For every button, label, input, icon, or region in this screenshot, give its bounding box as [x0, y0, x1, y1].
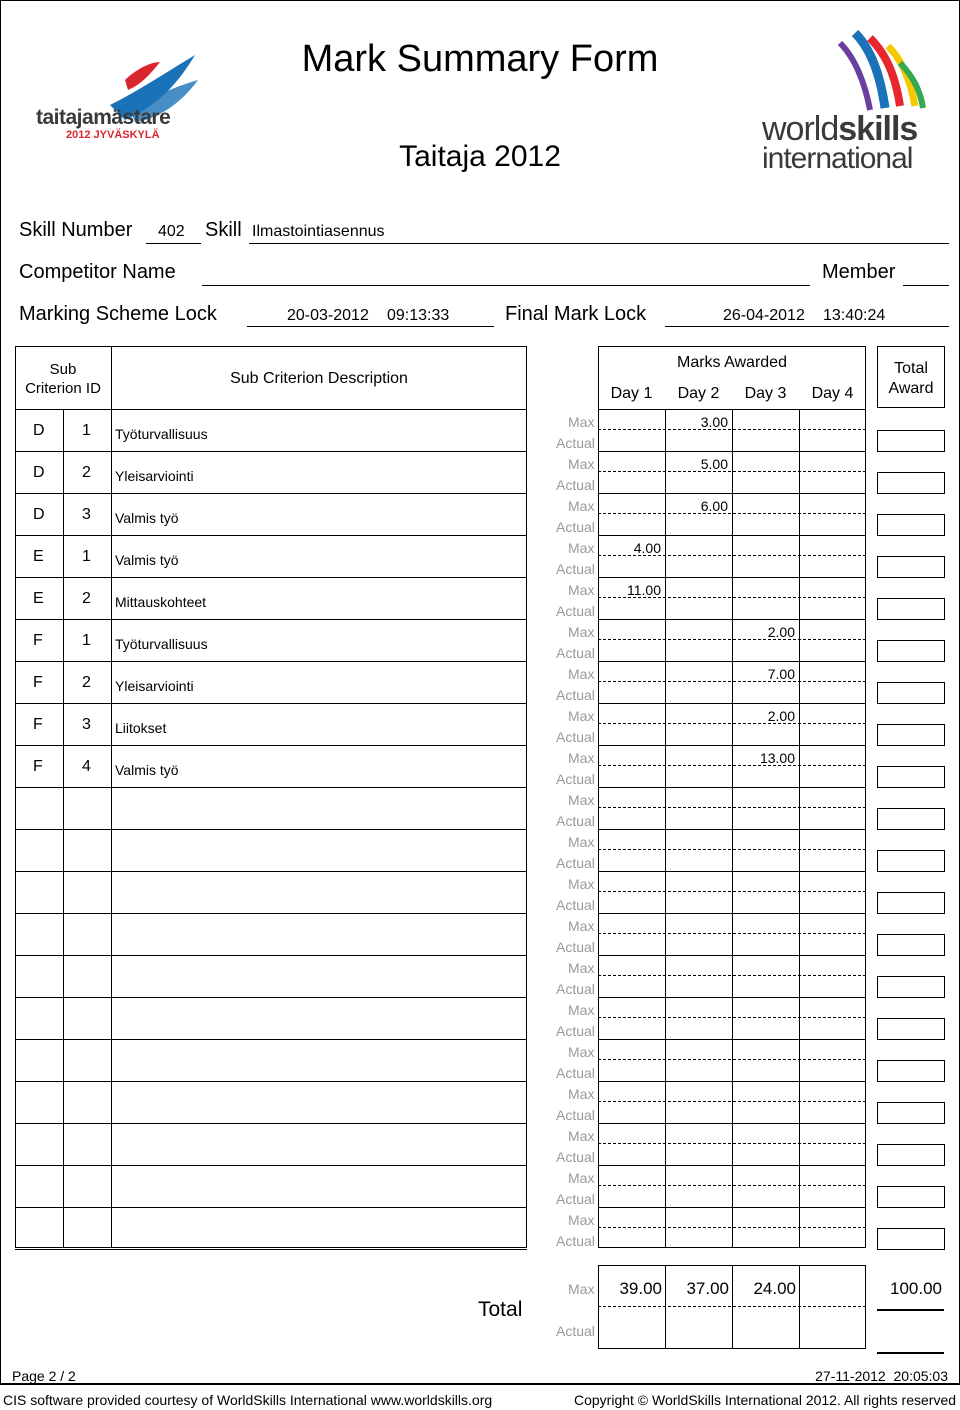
max-mark-value: 2.00 [767, 624, 795, 640]
criteria-row-line [15, 493, 527, 494]
criteria-row-line [15, 829, 527, 830]
total-award-input[interactable] [877, 556, 945, 578]
criteria-row-line [15, 703, 527, 704]
criterion-letter: D [33, 422, 45, 439]
total-award-input[interactable] [877, 640, 945, 662]
criterion-letter: F [33, 674, 43, 691]
max-dash-line [598, 1017, 866, 1018]
marks-row-line [598, 745, 866, 746]
criterion-description: Yleisarviointi [115, 468, 194, 484]
marks-row-line [598, 1123, 866, 1124]
max-label: Max [568, 456, 595, 472]
criterion-description: Valmis työ [115, 510, 179, 526]
competitor-name-line [202, 285, 810, 286]
max-dash-line [598, 1143, 866, 1144]
page-number: Page 2 / 2 [12, 1368, 76, 1384]
criteria-row-line [15, 787, 527, 788]
skill-number-label: Skill Number [19, 219, 133, 241]
header-award: Award [888, 380, 934, 397]
marks-row-line [598, 619, 866, 620]
worldskills-logo-international: international [762, 142, 913, 175]
max-mark-value: 3.00 [700, 414, 728, 430]
criterion-description: Valmis työ [115, 552, 179, 568]
total-max-day-3: 24.00 [753, 1279, 796, 1298]
total-award-input[interactable] [877, 1144, 945, 1166]
criteria-row-line [15, 1249, 527, 1250]
taitaja-logo-text: taitajamästare [36, 106, 171, 129]
criterion-description: Liitokset [115, 720, 167, 736]
final-lock-date: 26-04-2012 [723, 307, 805, 324]
criteria-row-line [15, 1123, 527, 1124]
final-lock-line [665, 326, 949, 327]
criterion-description: Mittauskohteet [115, 594, 207, 610]
marking-scheme-lock-label: Marking Scheme Lock [19, 303, 217, 325]
actual-label: Actual [556, 981, 595, 997]
total-award-line-1 [877, 1309, 944, 1311]
marks-row-line [598, 577, 866, 578]
total-award-input[interactable] [877, 514, 945, 536]
max-dash-line [598, 1227, 866, 1228]
criteria-row-line [15, 955, 527, 956]
printed-date: 27-11-2012 [815, 1368, 886, 1384]
totals-divider-2 [732, 1265, 733, 1349]
page-title: Mark Summary Form [301, 38, 659, 80]
copyright-text: Copyright © WorldSkills International 2012. All rights reserved [574, 1392, 957, 1408]
actual-label: Actual [556, 1107, 595, 1123]
criterion-number: 2 [82, 674, 91, 691]
marks-row-line [598, 1081, 866, 1082]
max-label: Max [568, 834, 595, 850]
total-award-input[interactable] [877, 808, 945, 830]
total-award-input[interactable] [877, 976, 945, 998]
actual-label: Actual [556, 771, 595, 787]
header-day-4: Day 4 [811, 385, 854, 402]
marks-row-line [598, 451, 866, 452]
max-mark-value: 7.00 [767, 666, 795, 682]
header-description: Sub Criterion Description [230, 370, 408, 387]
criteria-row-line [15, 661, 527, 662]
actual-label: Actual [556, 645, 595, 661]
criteria-table-frame [15, 346, 527, 1248]
member-line [903, 285, 949, 286]
criteria-row-line [15, 745, 527, 746]
criterion-letter: F [33, 716, 43, 733]
actual-label: Actual [556, 855, 595, 871]
header-day-2: Day 2 [677, 385, 720, 402]
total-award-input[interactable] [877, 1060, 945, 1082]
marks-row-line [598, 871, 866, 872]
marks-row-line [598, 829, 866, 830]
criteria-row-line [15, 1081, 527, 1082]
header-criterion-id: Criterion ID [25, 380, 101, 397]
max-label: Max [568, 582, 595, 598]
marking-lock-line [247, 326, 494, 327]
max-label: Max [568, 708, 595, 724]
marks-row-line [598, 409, 866, 410]
max-mark-value: 2.00 [767, 708, 795, 724]
total-award-input[interactable] [877, 850, 945, 872]
criterion-description: Työturvallisuus [115, 636, 208, 652]
max-dash-line [598, 1059, 866, 1060]
total-award-input[interactable] [877, 430, 945, 452]
actual-label: Actual [556, 1065, 595, 1081]
marks-row-line [598, 703, 866, 704]
col-divider-id [111, 346, 112, 1248]
marks-row-line [598, 1207, 866, 1208]
total-award-input[interactable] [877, 934, 945, 956]
total-award-input[interactable] [877, 1228, 945, 1250]
worldskills-logo-skills: skills [838, 110, 918, 148]
marks-row-line [598, 1165, 866, 1166]
max-dash-line [598, 975, 866, 976]
criterion-number: 4 [82, 758, 91, 775]
criterion-letter: E [33, 590, 44, 607]
header-marks-awarded: Marks Awarded [677, 354, 787, 371]
criterion-letter: E [33, 548, 44, 565]
total-award-value: 100.00 [890, 1279, 942, 1298]
max-label: Max [568, 792, 595, 808]
final-lock-time: 13:40:24 [823, 307, 886, 324]
marks-row-line [598, 1039, 866, 1040]
max-label: Max [568, 1044, 595, 1060]
criterion-number: 3 [82, 506, 91, 523]
criterion-description: Työturvallisuus [115, 426, 208, 442]
criterion-letter: F [33, 758, 43, 775]
criteria-row-line [15, 1039, 527, 1040]
criterion-number: 1 [82, 548, 91, 565]
member-label: Member [822, 261, 896, 283]
max-label: Max [568, 1086, 595, 1102]
max-label: Max [568, 1128, 595, 1144]
criteria-row-line [15, 409, 527, 410]
header-day-3: Day 3 [744, 385, 787, 402]
marks-row-line [598, 493, 866, 494]
criterion-description: Yleisarviointi [115, 678, 194, 694]
final-mark-lock-label: Final Mark Lock [505, 303, 647, 325]
taitaja-logo-subtext: 2012 JYVÄSKYLÄ [66, 129, 160, 141]
criterion-letter: D [33, 464, 45, 481]
actual-label: Actual [556, 897, 595, 913]
total-award-input[interactable] [877, 682, 945, 704]
marks-row-line [598, 913, 866, 914]
actual-label: Actual [556, 519, 595, 535]
criterion-number: 1 [82, 422, 91, 439]
actual-label: Actual [556, 939, 595, 955]
total-award-input[interactable] [877, 892, 945, 914]
total-award-input[interactable] [877, 1102, 945, 1124]
actual-label: Actual [556, 729, 595, 745]
max-dash-line [598, 513, 866, 514]
max-label: Max [568, 1002, 595, 1018]
actual-label: Actual [556, 1149, 595, 1165]
criteria-row-line [15, 451, 527, 452]
marks-row-line [598, 787, 866, 788]
courtesy-text: CIS software provided courtesy of WorldSkills International www.worldskills.org [3, 1392, 493, 1408]
worldskills-logo-world: world [762, 110, 839, 148]
criteria-row-line [15, 997, 527, 998]
max-dash-line [598, 933, 866, 934]
totals-actual-label: Actual [556, 1323, 595, 1339]
criteria-row-line [15, 577, 527, 578]
max-label: Max [568, 918, 595, 934]
total-label: Total [478, 1298, 523, 1321]
max-label: Max [568, 750, 595, 766]
skill-label: Skill [205, 219, 242, 241]
max-dash-line [598, 471, 866, 472]
skill-number-value: 402 [158, 223, 185, 240]
criteria-row-line [15, 619, 527, 620]
actual-label: Actual [556, 687, 595, 703]
total-award-input[interactable] [877, 724, 945, 746]
max-dash-line [598, 429, 866, 430]
actual-label: Actual [556, 561, 595, 577]
actual-label: Actual [556, 477, 595, 493]
max-label: Max [568, 1212, 595, 1228]
max-mark-value: 5.00 [700, 456, 728, 472]
totals-divider-1 [665, 1265, 666, 1349]
skill-number-line [146, 243, 201, 244]
max-label: Max [568, 1170, 595, 1186]
criterion-letter: D [33, 506, 45, 523]
criterion-number: 1 [82, 632, 91, 649]
skill-name-line [249, 243, 949, 244]
event-title: Taitaja 2012 [399, 140, 561, 173]
max-mark-value: 13.00 [759, 750, 795, 766]
marks-row-line [598, 955, 866, 956]
total-award-input[interactable] [877, 1186, 945, 1208]
printed-datetime [800, 1368, 948, 1384]
criteria-row-line [15, 871, 527, 872]
totals-divider-3 [799, 1265, 800, 1349]
criterion-number: 2 [82, 464, 91, 481]
criteria-row-line [15, 1165, 527, 1166]
max-mark-value: 11.00 [627, 582, 661, 598]
marks-row-line [598, 535, 866, 536]
totals-max-label: Max [568, 1281, 595, 1297]
total-award-line-2 [877, 1352, 944, 1354]
criterion-description: Valmis työ [115, 762, 179, 778]
total-award-input[interactable] [877, 766, 945, 788]
max-label: Max [568, 498, 595, 514]
actual-label: Actual [556, 435, 595, 451]
marks-row-line [598, 997, 866, 998]
max-dash-line [598, 891, 866, 892]
max-dash-line [598, 1185, 866, 1186]
total-max-day-1: 39.00 [619, 1279, 662, 1298]
max-label: Max [568, 414, 595, 430]
max-label: Max [568, 540, 595, 556]
total-award-input[interactable] [877, 472, 945, 494]
max-dash-line [598, 807, 866, 808]
header-total: Total [894, 360, 928, 377]
max-dash-line [598, 1101, 866, 1102]
worldskills-logo-mark [760, 28, 930, 118]
max-dash-line [598, 849, 866, 850]
max-label: Max [568, 876, 595, 892]
criterion-letter: F [33, 632, 43, 649]
actual-label: Actual [556, 1023, 595, 1039]
taitaja-logo [30, 50, 210, 150]
criterion-number: 2 [82, 590, 91, 607]
header-sub: Sub [49, 361, 77, 378]
header-day-1: Day 1 [610, 385, 653, 402]
max-label: Max [568, 624, 595, 640]
max-label: Max [568, 960, 595, 976]
total-award-input[interactable] [877, 598, 945, 620]
actual-label: Actual [556, 1233, 595, 1249]
max-mark-value: 4.00 [633, 540, 661, 556]
printed-time: 20:05:03 [893, 1368, 948, 1384]
total-max-day-2: 37.00 [686, 1279, 729, 1298]
skill-name-value: Ilmastointiasennus [252, 223, 385, 240]
actual-label: Actual [556, 603, 595, 619]
criteria-row-line [15, 535, 527, 536]
totals-max-dash [598, 1306, 866, 1307]
marking-lock-date: 20-03-2012 [287, 307, 369, 324]
criterion-number: 3 [82, 716, 91, 733]
total-award-input[interactable] [877, 1018, 945, 1040]
marking-lock-time: 09:13:33 [387, 307, 450, 324]
actual-label: Actual [556, 1191, 595, 1207]
max-label: Max [568, 666, 595, 682]
actual-label: Actual [556, 813, 595, 829]
criteria-row-line [15, 1207, 527, 1208]
marks-row-line [598, 661, 866, 662]
worldskills-logo [760, 28, 930, 178]
max-mark-value: 6.00 [700, 498, 728, 514]
criteria-row-line [15, 913, 527, 914]
competitor-name-label: Competitor Name [19, 261, 176, 283]
